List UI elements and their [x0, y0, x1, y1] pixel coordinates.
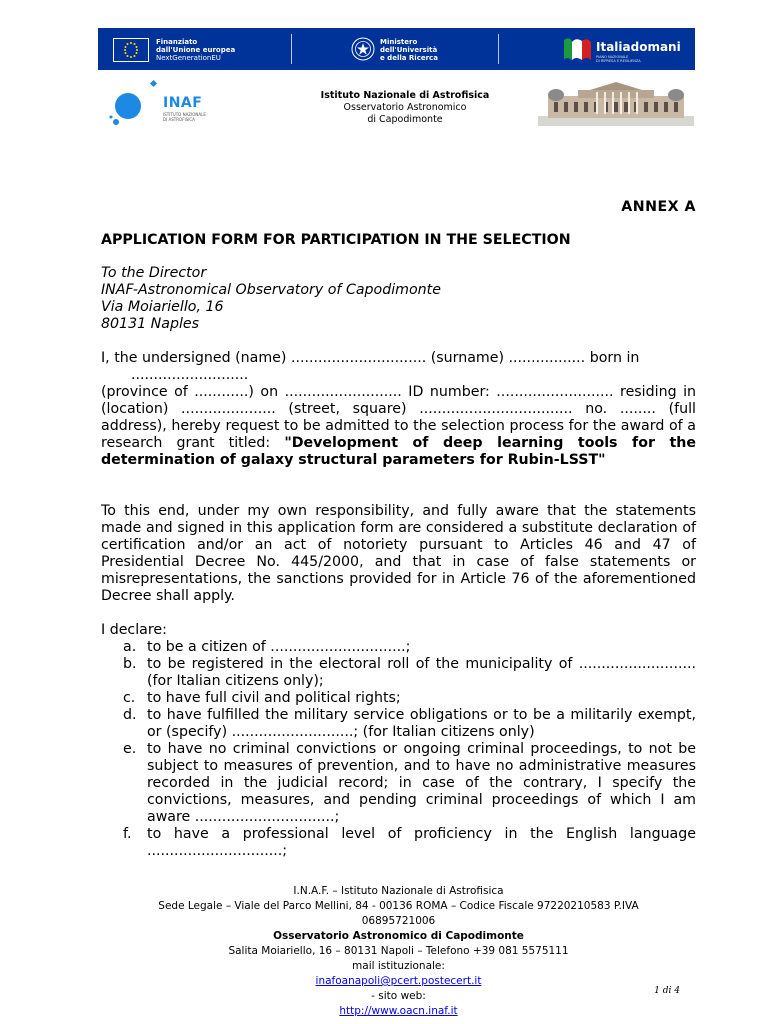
- footer-observatory: Osservatorio Astronomico di Capodimonte: [273, 930, 524, 942]
- addressee-line: 80131 Naples: [101, 316, 200, 332]
- declaration-text: to be registered in the electoral roll of the municipality of .......................... (for Italian citizens only);: [147, 656, 696, 689]
- applicant-request-paragraph: [101, 350, 696, 469]
- italia-domani-name: Italiadomani: [596, 40, 681, 54]
- birthplace-field-line: ..........................: [131, 367, 249, 383]
- banner-divider: [291, 34, 292, 64]
- page-footer: [101, 884, 696, 1019]
- declaration-list: [101, 639, 696, 860]
- list-item: [101, 690, 696, 707]
- observatory-line-2: di Capodimonte: [367, 114, 443, 125]
- ministry-line-2: dell'Università: [380, 46, 438, 54]
- observatory-line-1: Osservatorio Astronomico: [343, 102, 467, 113]
- institute-header: [250, 90, 560, 126]
- inaf-sub-line-2: DI ASTROFISICA: [163, 117, 195, 122]
- list-marker: e.: [123, 741, 137, 757]
- list-marker: a.: [123, 639, 137, 655]
- page-number: 1 di 4: [654, 986, 680, 996]
- annex-label: ANNEX A: [621, 199, 696, 215]
- footer-vat: 06895721006: [361, 915, 436, 927]
- list-item: [101, 741, 696, 826]
- footer-institute: I.N.A.F. – Istituto Nazionale di Astrofisica: [293, 885, 504, 897]
- eu-line-2: dall'Unione europea: [156, 46, 236, 54]
- inaf-subtitle: [163, 112, 206, 122]
- footer-contact: Salita Moiariello, 16 – 80131 Napoli – Telefono +39 081 5575111: [228, 945, 569, 957]
- italian-republic-emblem-icon: [351, 37, 375, 61]
- ministry-line-1: Ministero: [380, 38, 418, 46]
- list-item: [101, 707, 696, 741]
- list-item: [101, 639, 696, 656]
- list-marker: c.: [123, 690, 136, 706]
- eu-flag-icon: [113, 38, 149, 62]
- inaf-name: INAF: [163, 95, 203, 111]
- italia-sub-line-1: PIANO NAZIONALE: [596, 55, 629, 59]
- ministry-text: [380, 38, 438, 62]
- eu-line-3: NextGenerationEU: [156, 54, 221, 62]
- list-item: [101, 826, 696, 860]
- declaration-text: to have a professional level of proficiency in the English language ..............................;: [147, 826, 696, 859]
- footer-legal-address: Sede Legale – Viale del Parco Mellini, 84 - 00136 ROMA – Codice Fiscale 97220210583 P.IVA: [158, 900, 639, 912]
- observatory-building-image: [538, 80, 694, 126]
- website-link[interactable]: http://www.oacn.inaf.it: [339, 1005, 458, 1017]
- list-marker: b.: [123, 656, 137, 672]
- banner-divider: [498, 34, 499, 64]
- eu-funding-text: [156, 38, 235, 62]
- inaf-sub-line-1: ISTITUTO NAZIONALE: [163, 112, 206, 117]
- grant-title: "Development of deep learning tools for the determination of galaxy structural parameters for Rubin-LSST": [101, 435, 696, 468]
- addressee-line: To the Director: [101, 265, 207, 281]
- mail-label: mail istituzionale:: [352, 960, 445, 972]
- italia-sub-line-2: DI RIPRESA E RESILIENZA: [596, 59, 641, 63]
- declaration-text: to have full civil and political rights;: [147, 690, 401, 706]
- pec-email-link[interactable]: inafoanapoli@pcert.postecert.it: [315, 975, 482, 987]
- form-title: APPLICATION FORM FOR PARTICIPATION IN THE SELECTION: [101, 232, 571, 248]
- declaration-text: to be a citizen of ..............................;: [147, 639, 411, 655]
- eu-line-1: Finanziato: [156, 38, 198, 46]
- declaration-text: to have no criminal convictions or ongoing criminal proceedings, to not be subject to measures of prevention, and to have no administrative measures recorded in the judicial record; in case of the contrary, I specify the convictions, measures, and pending criminal proceedings of which I am aware ...............................;: [147, 741, 696, 825]
- list-item: [101, 656, 696, 690]
- declare-heading: I declare:: [101, 622, 167, 638]
- declaration-text: to have fulfilled the military service obligations or to be a militarily exempt, or (specify) ...........................; (for Italian citizens only): [147, 707, 696, 740]
- web-label: - sito web:: [371, 990, 426, 1002]
- list-marker: f.: [123, 826, 132, 842]
- italia-domani-flag-icon: [560, 34, 594, 64]
- addressee-line: Via Moiariello, 16: [101, 299, 224, 315]
- institute-name: Istituto Nazionale di Astrofisica: [320, 90, 490, 101]
- addressee-block: [101, 265, 696, 333]
- responsibility-statement: To this end, under my own responsibility, and fully aware that the statements made and signed in this application form are considered a substitute declaration of certification and/or an act of notoriety pursuant to Articles 46 and 47 of Presidential Decree No. 445/2000, and that in case of false statements or misrepresentations, the sanctions provided for in Article 76 of the aforementioned Decree shall apply.: [101, 503, 696, 604]
- addressee-line: INAF-Astronomical Observatory of Capodimonte: [101, 282, 441, 298]
- ministry-line-3: e della Ricerca: [380, 54, 438, 62]
- funding-banner: [98, 28, 695, 70]
- name-surname-field-line: I, the undersigned (name) .............................. (surname) ................. born in: [101, 350, 640, 366]
- request-details-text: (province of ............) on .......................... ID number: .......................... residing in (location) ..................... (street, square) .................................. no. ........ (full address), hereby request to be admitted to the selection process for the award of a research grant titled:: [101, 384, 696, 451]
- italia-domani-subtitle: [596, 55, 641, 63]
- list-marker: d.: [123, 707, 137, 723]
